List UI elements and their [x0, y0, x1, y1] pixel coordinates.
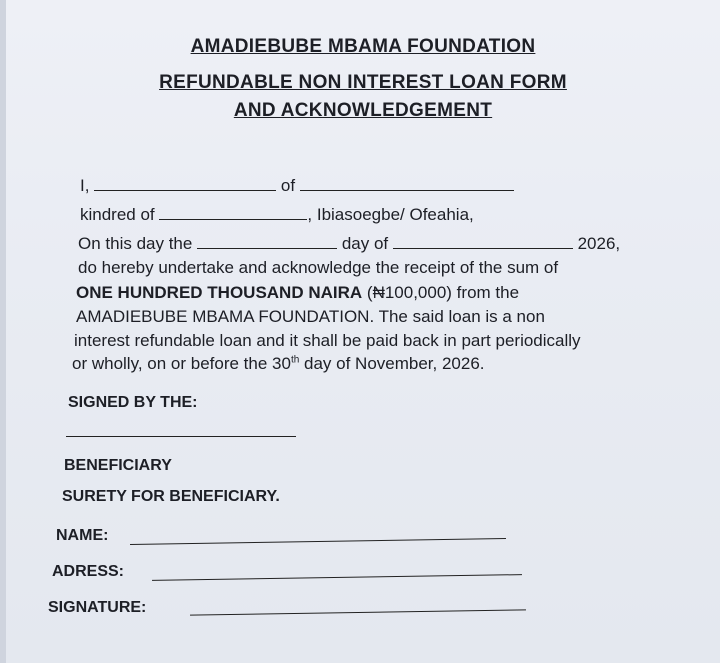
deadline-pre: or wholly, on or before the 30	[72, 354, 291, 373]
kindred-label: kindred of	[80, 205, 155, 224]
name-label: NAME:	[56, 527, 109, 544]
name-blank[interactable]	[94, 189, 276, 191]
signed-by-label: SIGNED BY THE:	[68, 394, 198, 411]
surety-label: SURETY FOR BENEFICIARY.	[62, 488, 280, 505]
undertake-line: do hereby undertake and acknowledge the receipt of the sum of	[78, 258, 559, 277]
i-label: I,	[80, 176, 90, 195]
address-label: ADRESS:	[52, 563, 125, 580]
surety-signature-line[interactable]	[190, 609, 526, 615]
amount-line	[76, 283, 519, 303]
deadline-line	[72, 354, 485, 374]
origin-blank[interactable]	[300, 189, 514, 191]
beneficiary-signature-line[interactable]	[66, 436, 296, 437]
deadline-post: day of November, 2026.	[299, 354, 485, 373]
year-text: 2026,	[577, 234, 621, 253]
amount-figure: (₦100,000) from the	[366, 283, 520, 302]
on-this-day-label: On this day the	[78, 234, 193, 253]
day-blank[interactable]	[197, 247, 337, 249]
refund-terms-line: interest refundable loan and it shall be paid back in part periodically	[74, 331, 581, 350]
surety-address-line[interactable]	[152, 574, 522, 581]
org-name-heading: AMADIEBUBE MBAMA FOUNDATION	[190, 36, 536, 57]
foundation-line: AMADIEBUBE MBAMA FOUNDATION. The said loan is a non	[76, 307, 545, 326]
kindred-blank[interactable]	[159, 218, 307, 220]
place-text: , Ibiasoegbe/ Ofeahia,	[307, 205, 474, 224]
signature-label: SIGNATURE:	[48, 599, 147, 616]
loan-form-document	[6, 0, 720, 663]
name-line	[80, 176, 514, 196]
deadline-sup: th	[290, 354, 300, 366]
beneficiary-label: BENEFICIARY	[64, 457, 172, 474]
date-line	[78, 234, 620, 254]
kindred-line	[80, 205, 474, 225]
surety-name-line[interactable]	[130, 538, 506, 545]
month-blank[interactable]	[393, 247, 573, 249]
of-label: of	[280, 176, 296, 195]
form-title-line-2: AND ACKNOWLEDGEMENT	[233, 100, 493, 121]
amount-words: ONE HUNDRED THOUSAND NAIRA	[76, 283, 363, 302]
form-title-line-1: REFUNDABLE NON INTEREST LOAN FORM	[159, 72, 567, 93]
day-of-label: day of	[341, 234, 389, 253]
